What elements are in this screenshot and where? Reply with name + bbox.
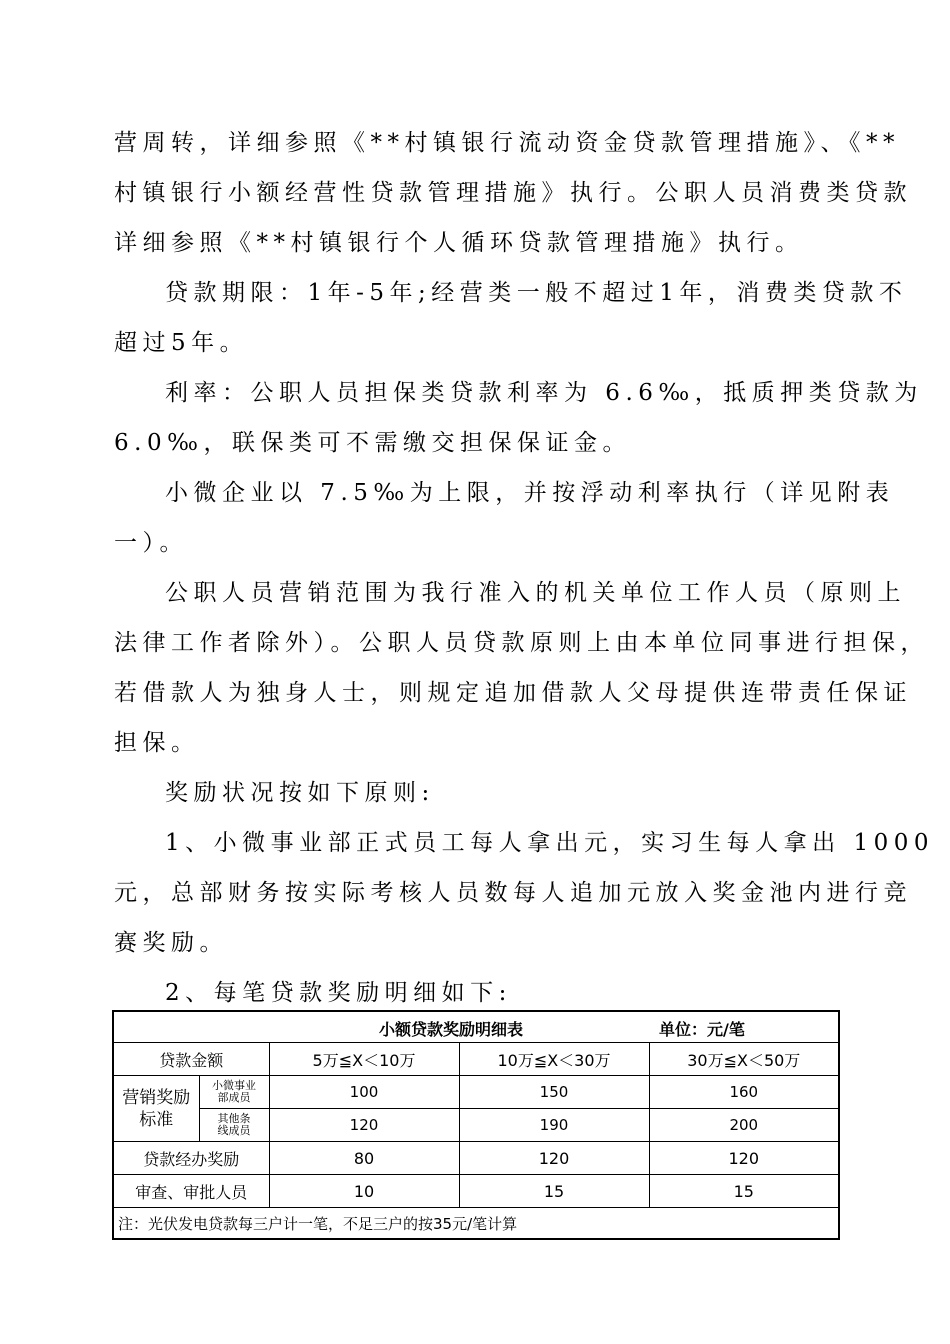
row-label-other-lines: 其他条 线成员 [199, 1109, 269, 1142]
text-line: 营周转，详细参照《**村镇银行流动资金贷款管理措施》、《** [114, 130, 900, 156]
table-title: 小额贷款奖励明细表 [379, 1020, 524, 1039]
text-line: 超过5年。 [114, 330, 249, 356]
reward-table [112, 1010, 840, 1240]
text-line: 1、小微事业部正式员工每人拿出元，实习生每人拿出 1000 [165, 830, 934, 856]
header-range-1: 5万≦X＜10万 [269, 1043, 459, 1076]
table-note: 注：光伏发电贷款每三户计一笔，不足三户的按35元/笔计算 [113, 1208, 839, 1240]
table-cell: 200 [649, 1109, 839, 1142]
table-row [113, 1175, 839, 1208]
text-line: 贷款期限：1年-5年;经营类一般不超过1年，消费类贷款不 [165, 280, 908, 306]
table-cell: 150 [459, 1076, 649, 1109]
row-label-handling: 贷款经办奖励 [113, 1142, 269, 1175]
text-line: 6.0‰，联保类可不需缴交担保保证金。 [114, 430, 631, 456]
text-line: 担保。 [114, 730, 200, 756]
table-cell: 120 [649, 1142, 839, 1175]
text-line: 公职人员营销范围为我行准入的机关单位工作人员（原则上 [165, 580, 906, 606]
text-line: 元，总部财务按实际考核人员数每人追加元放入奖金池内进行竞 [114, 880, 912, 906]
text-line: 赛奖励。 [114, 930, 228, 956]
table-cell: 100 [269, 1076, 459, 1109]
header-range-3: 30万≦X＜50万 [649, 1043, 839, 1076]
text-line: 法律工作者除外）。公职人员贷款原则上由本单位同事进行担保， [114, 630, 929, 656]
table-cell: 15 [649, 1175, 839, 1208]
marketing-reward-label: 营销奖励 标准 [113, 1076, 199, 1142]
table-row [113, 1109, 839, 1142]
row-label-review: 审查、审批人员 [113, 1175, 269, 1208]
row-label-small-micro: 小微事业 部成员 [199, 1076, 269, 1109]
text-line: 2、每笔贷款奖励明细如下: [165, 980, 512, 1006]
table-row [113, 1142, 839, 1175]
text-line: 若借款人为独身人士，则规定追加借款人父母提供连带责任保证 [114, 680, 912, 706]
text-line: 一）。 [114, 530, 188, 556]
table-note-row [113, 1208, 839, 1240]
table-cell: 120 [269, 1109, 459, 1142]
table-row [113, 1076, 839, 1109]
text-line: 奖励状况按如下原则: [165, 780, 435, 806]
header-range-2: 10万≦X＜30万 [459, 1043, 649, 1076]
table-cell: 80 [269, 1142, 459, 1175]
table-title-row [113, 1011, 839, 1043]
table-cell: 160 [649, 1076, 839, 1109]
table-header-row [113, 1043, 839, 1076]
text-line: 村镇银行小额经营性贷款管理措施》执行。公职人员消费类贷款 [114, 180, 912, 206]
table-cell: 190 [459, 1109, 649, 1142]
text-line: 详细参照《**村镇银行个人循环贷款管理措施》执行。 [114, 230, 804, 256]
text-line: 小微企业以 7.5‰为上限，并按浮动利率执行（详见附表 [165, 480, 895, 506]
text-line: 利率：公职人员担保类贷款利率为 6.6‰，抵质押类贷款为 [165, 380, 923, 406]
table-cell: 120 [459, 1142, 649, 1175]
table-cell: 10 [269, 1175, 459, 1208]
table-cell: 15 [459, 1175, 649, 1208]
table-unit: 单位：元/笔 [659, 1020, 745, 1039]
header-loan-amount: 贷款金额 [113, 1043, 269, 1076]
